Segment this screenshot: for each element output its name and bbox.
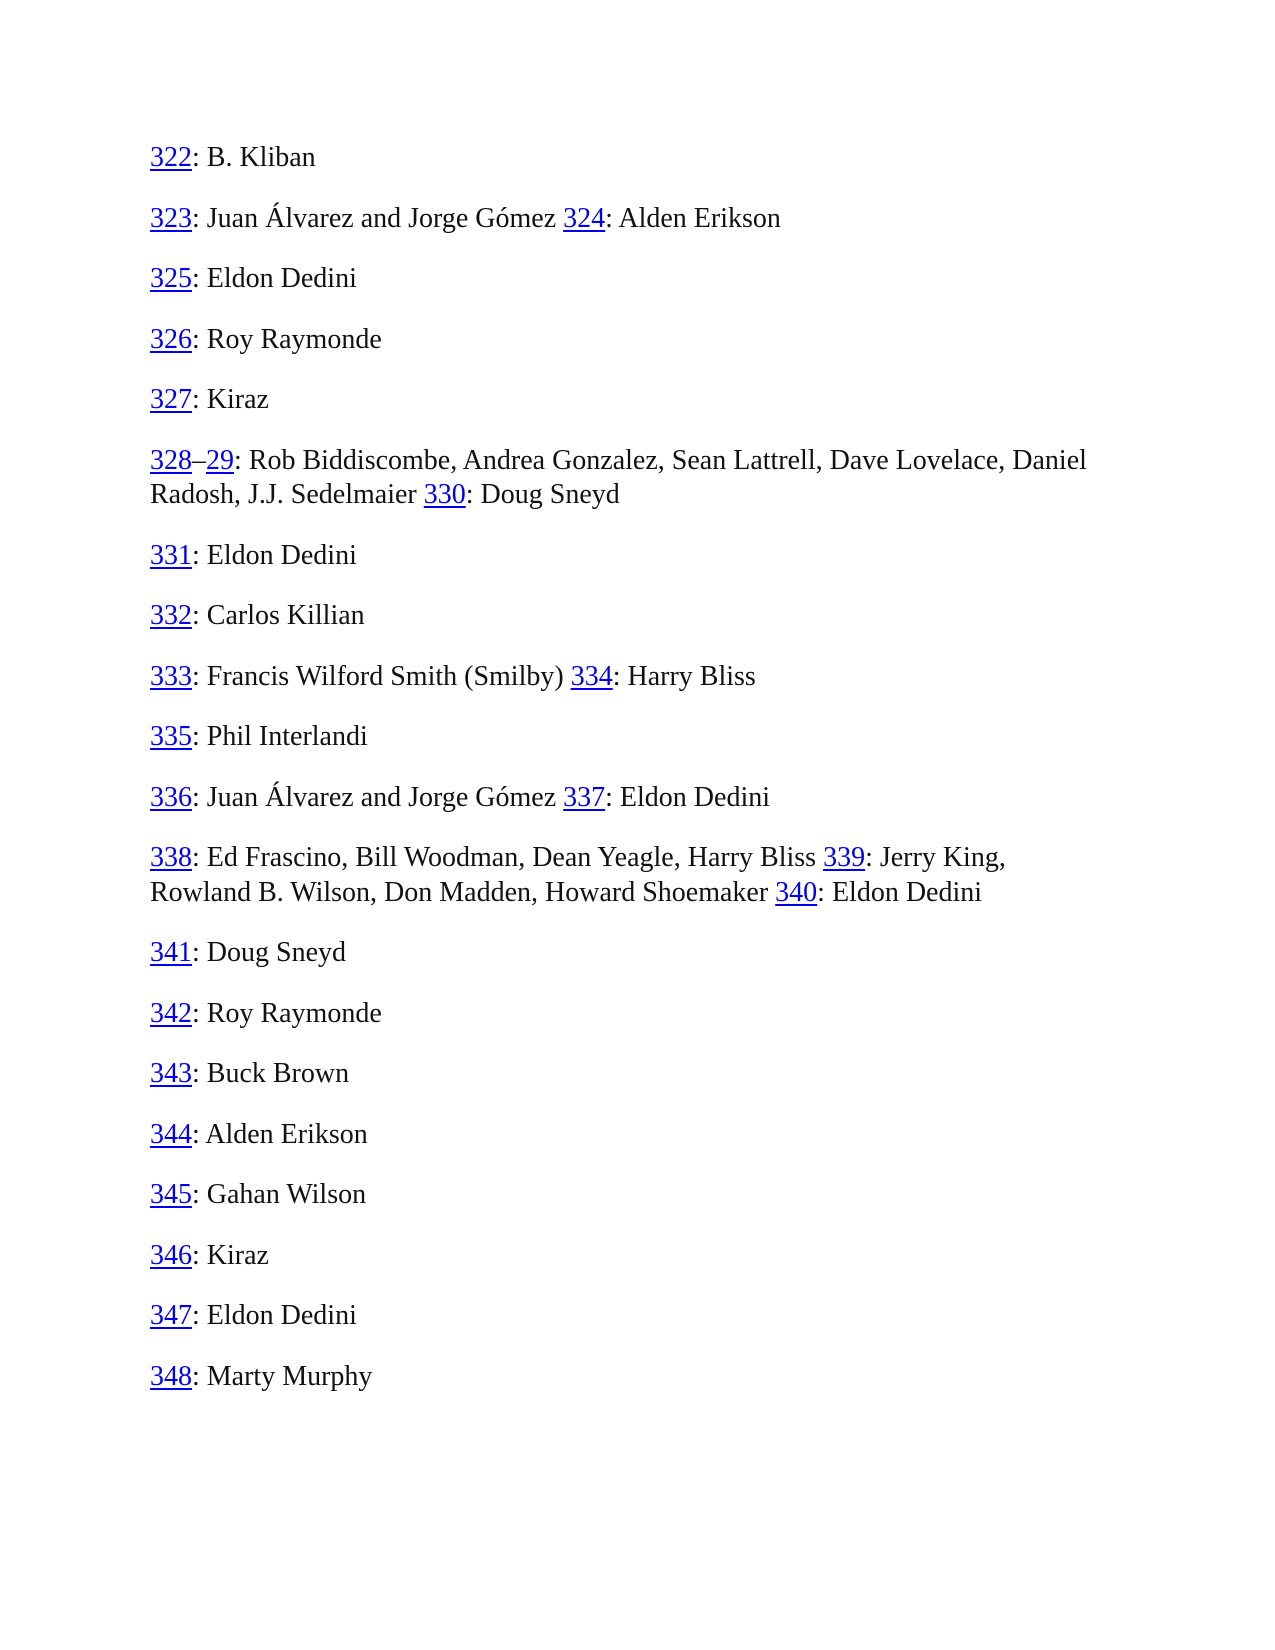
credit-artists-text: : Rob Biddiscombe, Andrea Gonzalez, Sean Lattrell, Dave Lovelace, Daniel Radosh, J.J. Sedelmaier: [150, 444, 1087, 510]
credit-entry: [150, 444, 1090, 513]
page-number-link[interactable]: 344: [150, 1118, 192, 1150]
credit-artists-text: : Gahan Wilson: [192, 1179, 367, 1210]
page-number-link[interactable]: 29: [206, 444, 234, 476]
credit-artists-text: : Juan Álvarez and Jorge Gómez: [192, 202, 564, 234]
credit-artists-text: : Roy Raymonde: [192, 323, 382, 355]
credit-entry: [150, 1178, 1090, 1213]
page-number-link[interactable]: 339: [823, 842, 866, 873]
credit-artists-text: : Alden Erikson: [192, 1118, 368, 1150]
page-number-link[interactable]: 345: [150, 1179, 192, 1210]
credit-artists-text: : Kiraz: [192, 1239, 269, 1271]
page-number-link[interactable]: 347: [150, 1300, 192, 1331]
credit-artists-text: : Eldon Dedini: [817, 876, 983, 908]
credit-entry: [150, 660, 1090, 695]
credit-artists-text: : Juan Álvarez and Jorge Gómez: [192, 781, 564, 813]
credit-entry: [150, 1118, 1090, 1153]
page-number-link[interactable]: 325: [150, 263, 192, 294]
credit-entry: [150, 141, 1090, 176]
page-number-link[interactable]: 331: [150, 539, 192, 571]
credit-entry: [150, 720, 1090, 755]
credit-entry: [150, 539, 1090, 574]
credit-entry: [150, 1299, 1090, 1334]
credits-list: [150, 141, 1090, 1394]
credit-entry: [150, 1239, 1090, 1274]
credit-artists-text: : Harry Bliss: [612, 660, 756, 692]
page-number-link[interactable]: 346: [150, 1239, 192, 1271]
credit-entry: [150, 936, 1090, 971]
page-number-link[interactable]: 342: [150, 997, 192, 1029]
credit-artists-text: : Eldon Dedini: [192, 1300, 357, 1331]
credit-artists-text: : B. Kliban: [192, 142, 316, 173]
page-number-link[interactable]: 323: [150, 202, 192, 234]
page-number-link[interactable]: 335: [150, 721, 192, 752]
credit-entry: [150, 997, 1090, 1032]
credit-entry: [150, 599, 1090, 634]
page-number-link[interactable]: 343: [150, 1058, 192, 1089]
page-number-link[interactable]: 328: [150, 444, 192, 476]
credit-artists-text: : Alden Erikson: [605, 202, 781, 234]
page-number-link[interactable]: 336: [150, 781, 192, 813]
page-number-link[interactable]: 327: [150, 384, 192, 415]
credit-artists-text: : Roy Raymonde: [192, 997, 382, 1029]
credit-artists-text: –: [192, 444, 206, 476]
page-number-link[interactable]: 337: [563, 781, 606, 813]
credit-artists-text: : Marty Murphy: [192, 1360, 373, 1392]
credit-artists-text: : Eldon Dedini: [192, 263, 357, 294]
page-number-link[interactable]: 340: [775, 876, 818, 908]
credit-artists-text: : Buck Brown: [192, 1058, 350, 1089]
credit-entry: [150, 323, 1090, 358]
page-number-link[interactable]: 341: [150, 937, 192, 968]
credit-artists-text: : Doug Sneyd: [465, 479, 620, 510]
credit-artists-text: : Doug Sneyd: [192, 937, 346, 968]
credit-artists-text: : Ed Frascino, Bill Woodman, Dean Yeagle, Harry Bliss: [192, 842, 824, 873]
page-number-link[interactable]: 334: [570, 660, 613, 692]
credit-artists-text: : Jerry King, Rowland B. Wilson, Don Madden, Howard Shoemaker: [150, 842, 1006, 908]
credit-entry: [150, 262, 1090, 297]
page-number-link[interactable]: 322: [150, 142, 192, 173]
credit-artists-text: : Francis Wilford Smith (Smilby): [192, 660, 571, 692]
credit-artists-text: : Kiraz: [192, 384, 269, 415]
credit-entry: [150, 841, 1090, 910]
page-number-link[interactable]: 324: [563, 202, 606, 234]
credit-artists-text: : Carlos Killian: [192, 600, 365, 631]
credit-entry: [150, 1057, 1090, 1092]
page-number-link[interactable]: 326: [150, 323, 192, 355]
credit-artists-text: : Eldon Dedini: [192, 539, 357, 571]
credits-page: [150, 141, 1090, 1420]
credit-entry: [150, 781, 1090, 816]
credit-entry: [150, 383, 1090, 418]
page-number-link[interactable]: 348: [150, 1360, 192, 1392]
page-number-link[interactable]: 338: [150, 842, 192, 873]
page-number-link[interactable]: 330: [423, 479, 466, 510]
page-number-link[interactable]: 332: [150, 600, 192, 631]
page-number-link[interactable]: 333: [150, 660, 192, 692]
credit-entry: [150, 202, 1090, 237]
credit-entry: [150, 1360, 1090, 1395]
credit-artists-text: : Eldon Dedini: [605, 781, 771, 813]
credit-artists-text: : Phil Interlandi: [192, 721, 368, 752]
